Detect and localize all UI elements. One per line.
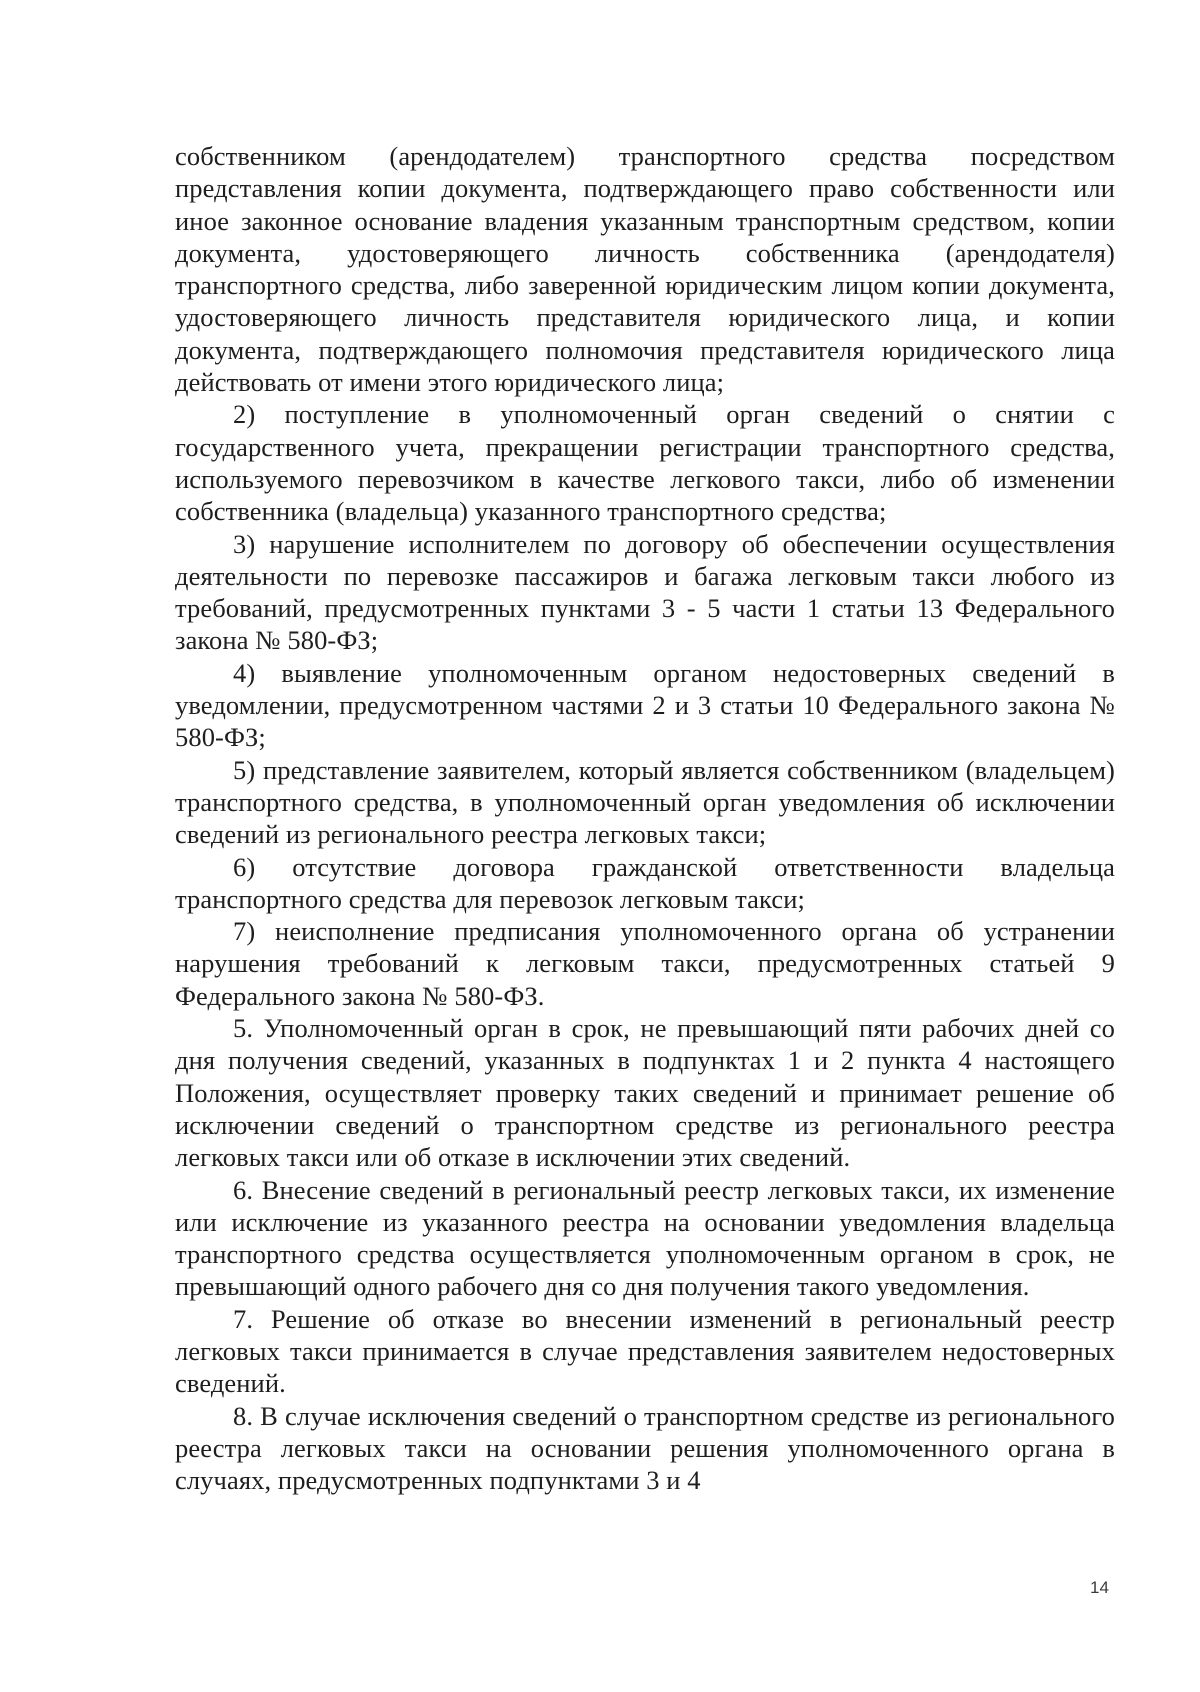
paragraph-section-6: 6. Внесение сведений в региональный реестр легковых такси, их изменение или исключение из указанного реестра на основании уведомления владельца транспортного средства осуществляется уполномоченным органом в срок, не превышающий одного рабочего дня со дня получения такого уведомления. <box>175 1174 1115 1302</box>
paragraph-section-8: 8. В случае исключения сведений о транспортном средстве из регионального реестра легковых такси на основании решения уполномоченного органа в случаях, предусмотренных подпунктами 3 и 4 <box>175 1400 1115 1496</box>
paragraph-continuation: собственником (арендодателем) транспортного средства посредством представления копии документа, подтверждающего право собственности или иное законное основание владения указанным транспортным средством, копии документа, удостоверяющего личность собственника (арендодателя) транспортного средства, либо заверенной юридическим лицом копии документа, удостоверяющего личность представителя юридического лица, и копии документа, подтверждающего полномочия представителя юридического лица действовать от имени этого юридического лица; <box>175 141 1115 398</box>
paragraph-item-6: 6) отсутствие договора гражданской ответственности владельца транспортного средства для перевозок легковым такси; <box>175 851 1115 914</box>
paragraph-item-3: 3) нарушение исполнителем по договору об обеспечении осуществления деятельности по перевозке пассажиров и багажа легковым такси любого из требований, предусмотренных пунктами 3 - 5 части 1 статьи 13 Федерального закона № 580-ФЗ; <box>175 528 1115 656</box>
paragraph-item-4: 4) выявление уполномоченным органом недостоверных сведений в уведомлении, предусмотренном частями 2 и 3 статьи 10 Федерального закона № 580-ФЗ; <box>175 657 1115 753</box>
body-text <box>175 140 1115 1496</box>
paragraph-section-5: 5. Уполномоченный орган в срок, не превышающий пяти рабочих дней со дня получения сведений, указанных в подпунктах 1 и 2 пункта 4 настоящего Положения, осуществляет проверку таких сведений и принимает решение об исключении сведений о транспортном средстве из регионального реестра легковых такси или об отказе в исключении этих сведений. <box>175 1013 1115 1173</box>
paragraph-item-7: 7) неисполнение предписания уполномоченного органа об устранении нарушения требований к легковым такси, предусмотренных статьей 9 Федерального закона № 580-ФЗ. <box>175 916 1115 1011</box>
page-number: 14 <box>1090 1578 1109 1597</box>
paragraph-section-7: 7. Решение об отказе во внесении изменений в региональный реестр легковых такси принимается в случае представления заявителем недостоверных сведений. <box>175 1303 1115 1399</box>
paragraph-item-5: 5) представление заявителем, который является собственником (владельцем) транспортного средства, в уполномоченный орган уведомления об исключении сведений из регионального реестра легковых такси; <box>175 754 1115 850</box>
paragraph-item-2: 2) поступление в уполномоченный орган сведений о снятии с государственного учета, прекращении регистрации транспортного средства, используемого перевозчиком в качестве легкового такси, либо об изменении собственника (владельца) указанного транспортного средства; <box>175 399 1115 527</box>
